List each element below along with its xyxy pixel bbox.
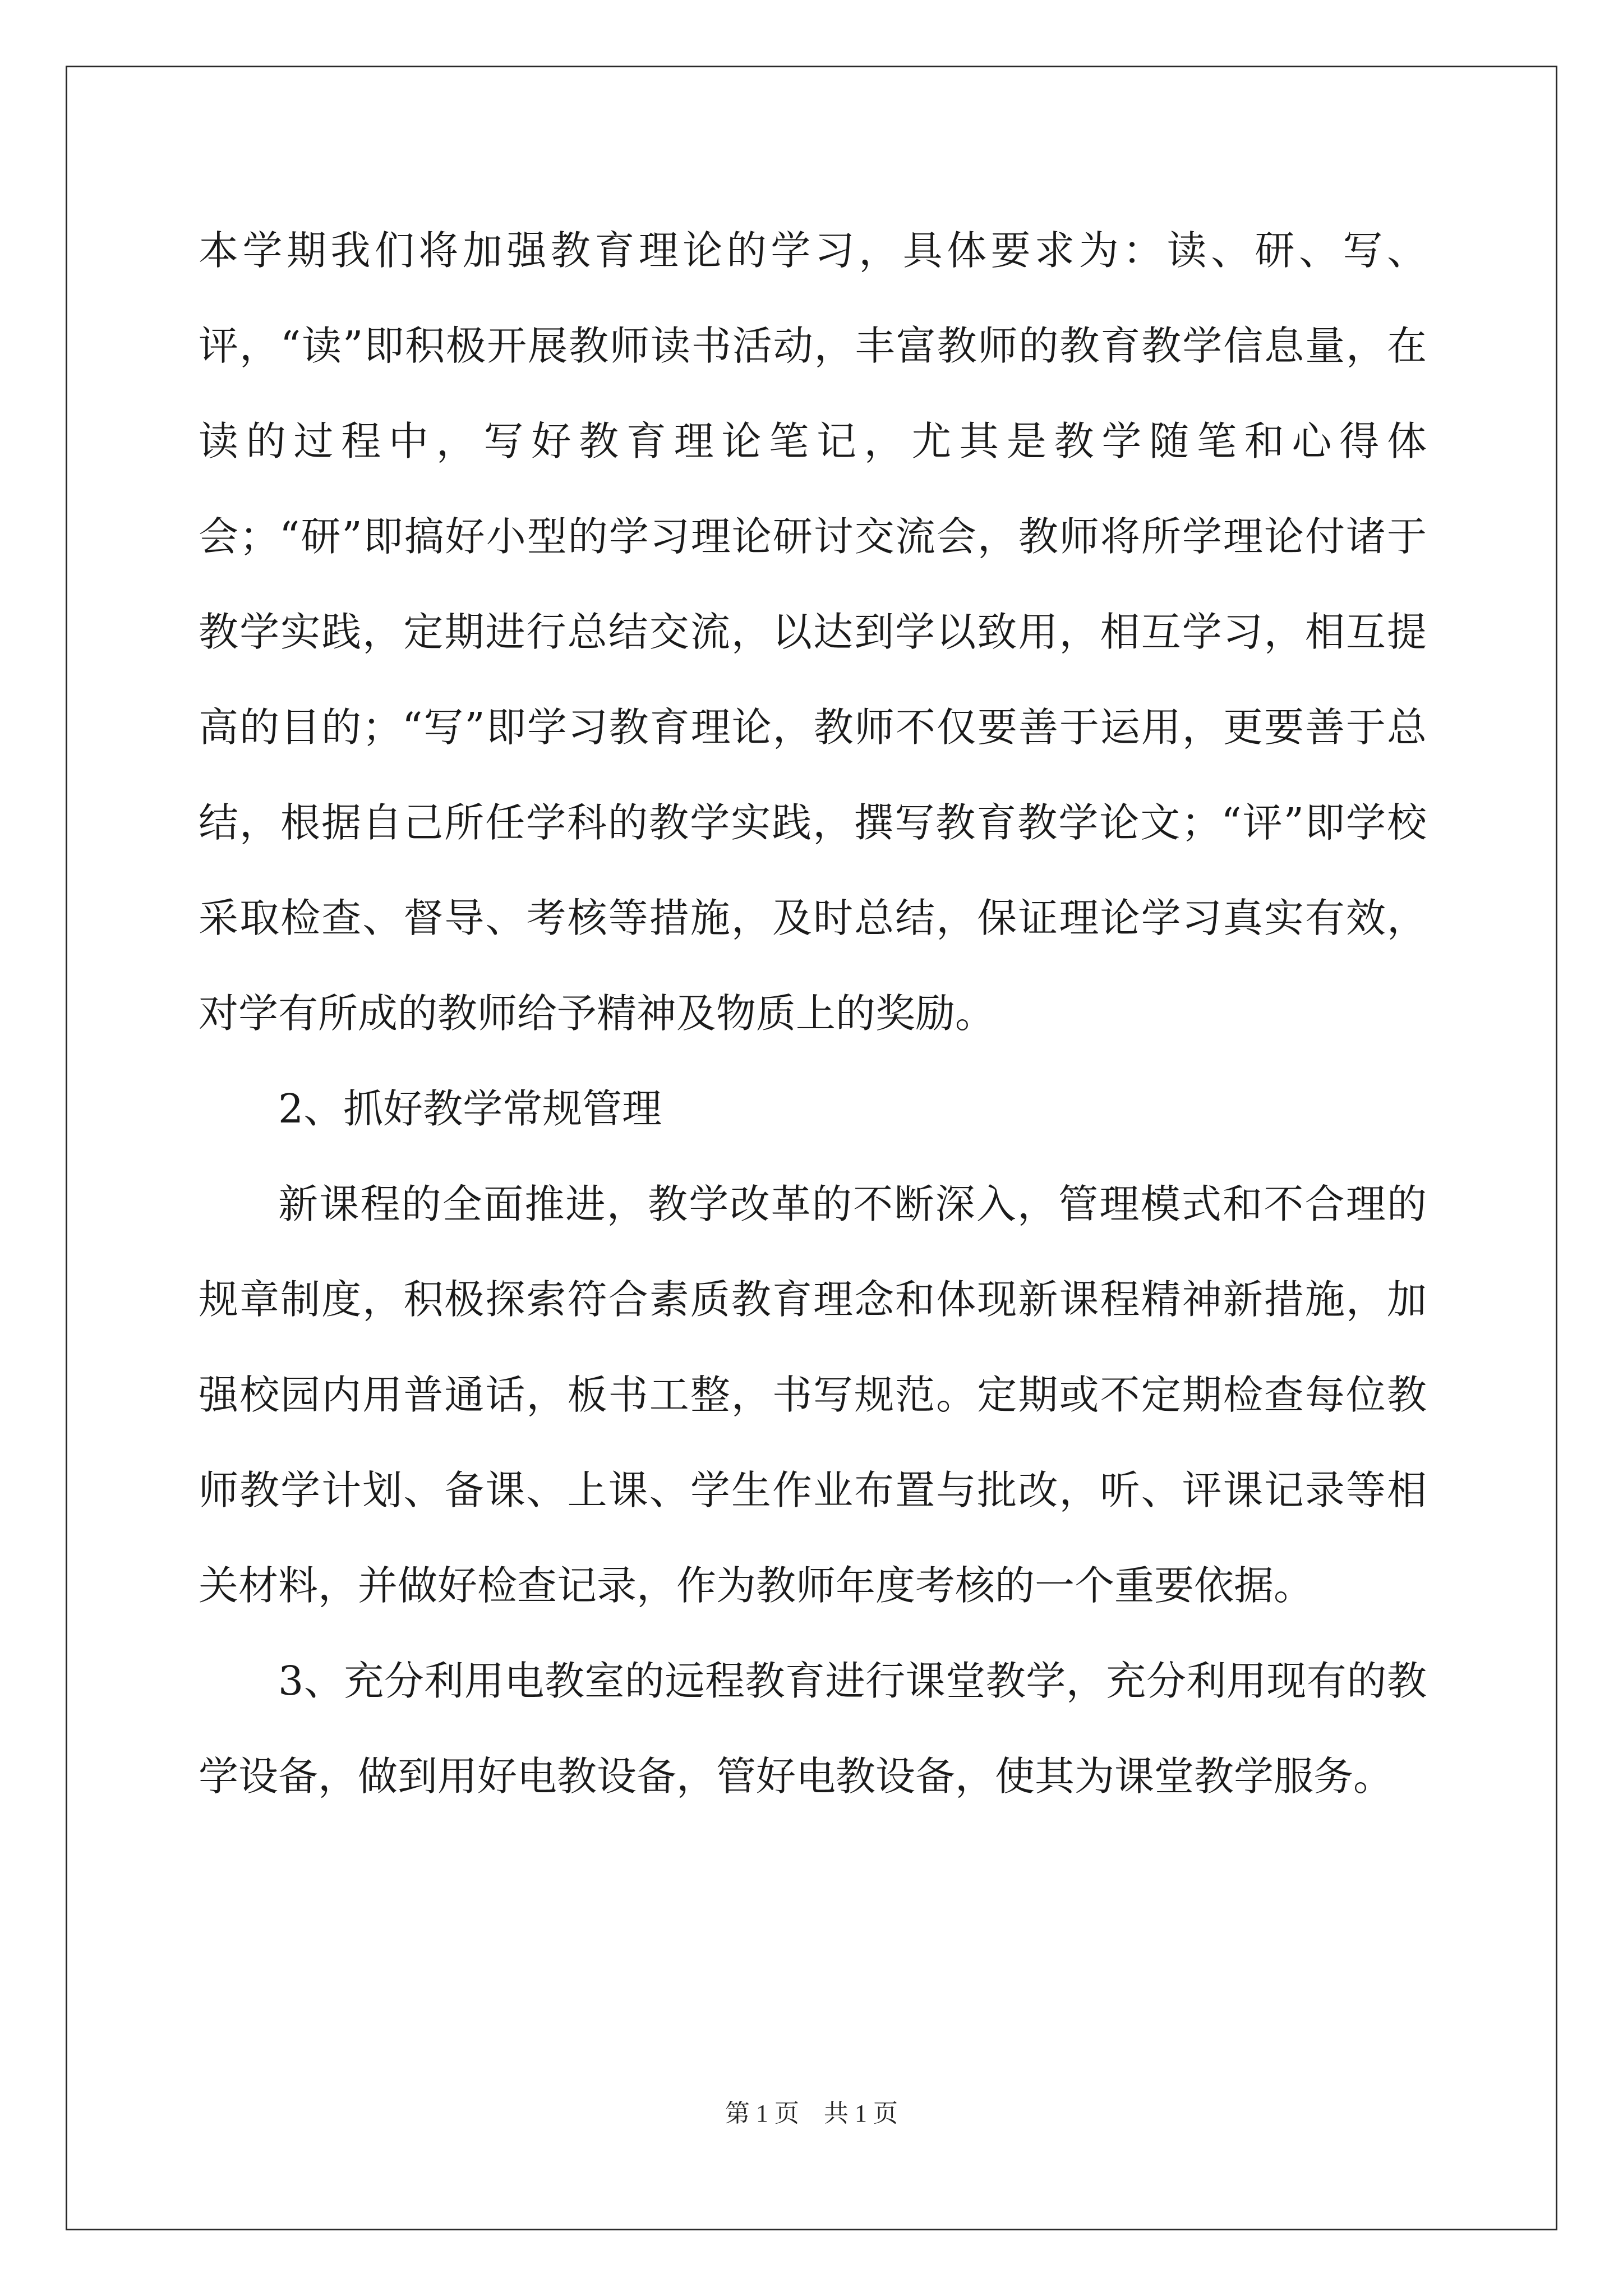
paragraph-reading-research: 本学期我们将加强教育理论的学习，具体要求为：读、研、写、评，“读”即积极开展教师读书活动，丰富教师的教育教学信息量，在读的过程中，写好教育理论笔记，尤其是教学随笔和心得体会；“研”即搞好小型的学习理论研讨交流会，教师将所学理论付诸于教学实践，定期进行总结交流，以达到学以致用，相互学习，相互提高的目的；“写”即学习教育理论，教师不仅要善于运用，更要善于总结，根据自己所任学科的教学实践，撰写教育教学论文；“评”即学校采取检查、督导、考核等措施，及时总结，保证理论学习真实有效，对学有所成的教师给予精神及物质上的奖励。 <box>199 227 1427 1037</box>
document-body <box>199 203 1427 1824</box>
page-number-footer: 第 1 页 共 1 页 <box>725 2100 898 2127</box>
paragraph-teaching-routine: 新课程的全面推进，教学改革的不断深入，管理模式和不合理的规章制度，积极探索符合素质教育理念和体现新课程精神新措施，加强校园内用普通话，板书工整，书写规范。定期或不定期检查每位教师教学计划、备课、上课、学生作业布置与批改，听、评课记录等相关材料，并做好检查记录，作为教师年度考核的一个重要依据。 <box>199 1181 1427 1609</box>
paragraph-electronic-classroom: 3、充分利用电教室的远程教育进行课堂教学，充分利用现有的教学设备，做到用好电教设备，管好电教设备，使其为课堂教学服务。 <box>199 1658 1427 1800</box>
section-heading-teaching-routine: 2、抓好教学常规管理 <box>278 1085 662 1132</box>
